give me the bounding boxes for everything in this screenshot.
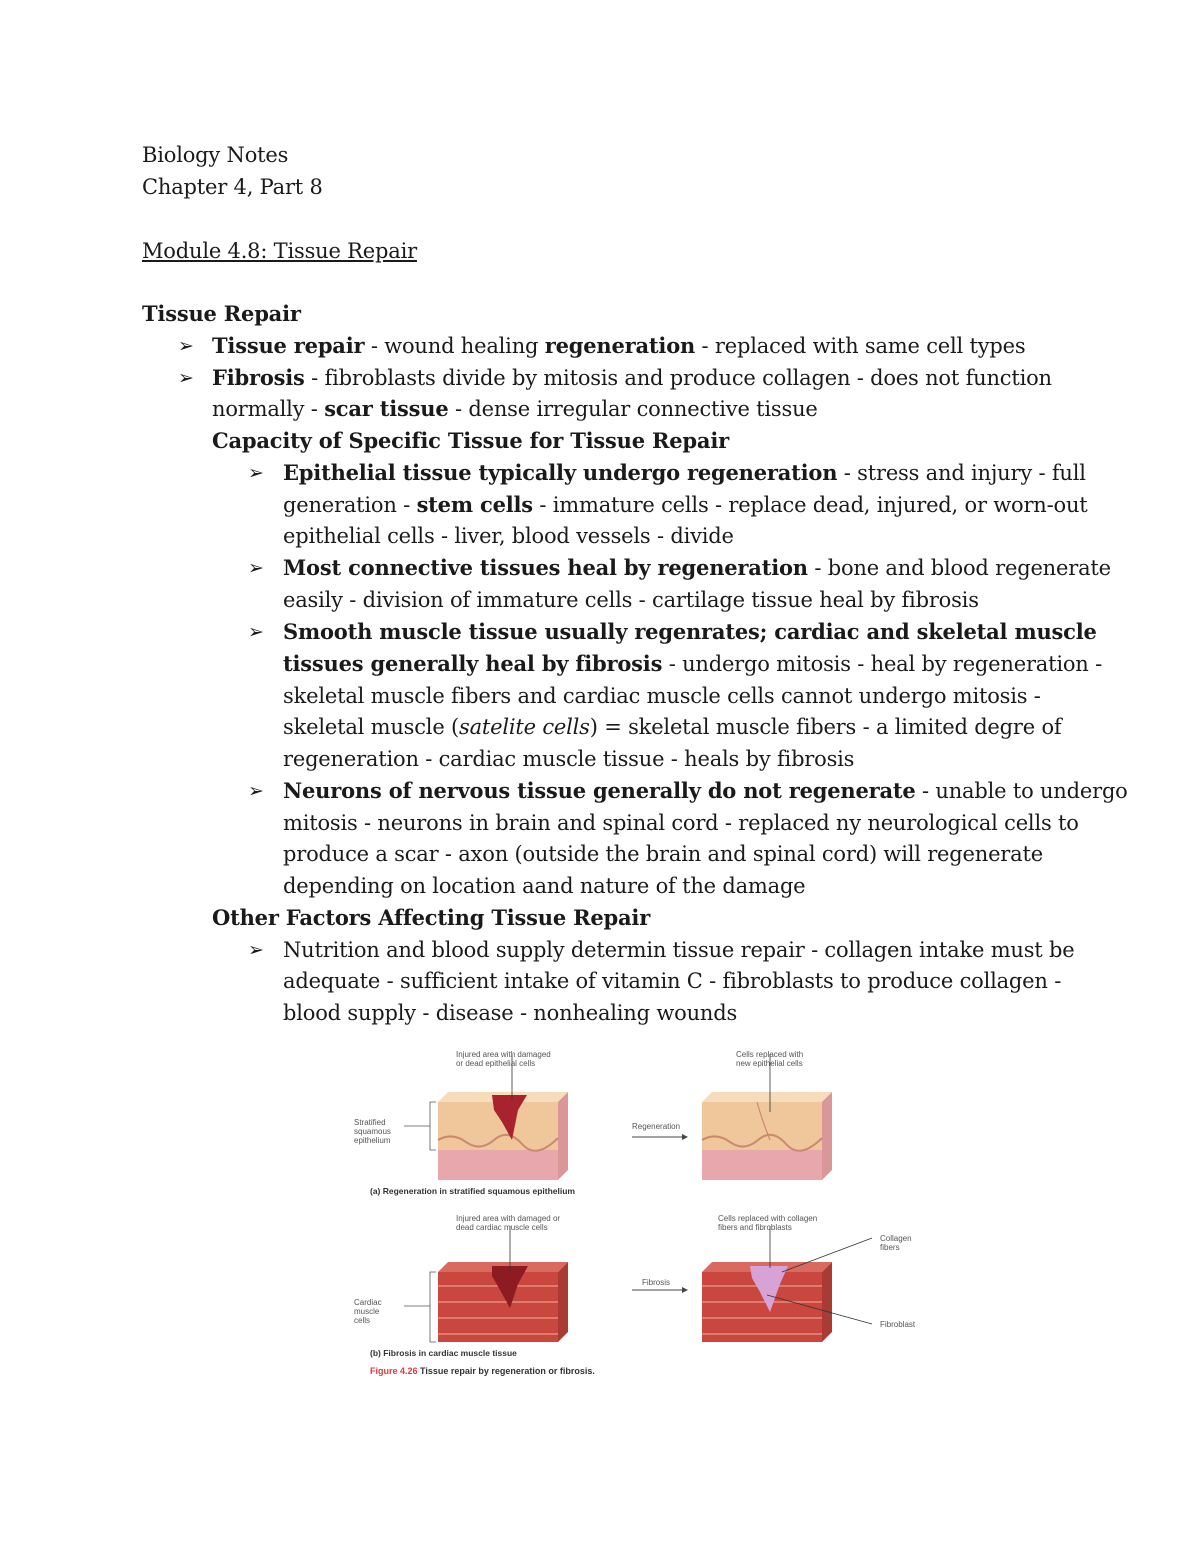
bullet-neurons: Neurons of nervous tissue generally do not regenerate - unable to undergo — [283, 778, 1128, 803]
bullet-nutrition-cont: adequate - sufficient intake of vitamin C - fibroblasts to produce collagen - — [283, 969, 1062, 993]
module-heading: Module 4.8: Tissue Repair — [142, 239, 417, 263]
doc-title: Biology Notes — [142, 143, 289, 167]
epithelium-regenerated-block — [702, 1054, 832, 1180]
label-cardiac-cells: Cardiac muscle cells — [354, 1298, 382, 1325]
tissue-repair-figure — [352, 1040, 932, 1385]
bullet-arrow-icon: ➢ — [248, 939, 264, 961]
bullet-connective-cont: easily - division of immature cells - cartilage tissue heal by fibrosis — [283, 588, 979, 612]
bullet-muscle-cont: tissues generally heal by fibrosis - undergo mitosis - heal by regeneration - — [283, 651, 1103, 676]
bullet-nutrition-cont2: blood supply - disease - nonhealing wounds — [283, 1001, 738, 1025]
label-injured-cardiac: Injured area with damaged or dead cardiac muscle cells — [456, 1214, 561, 1232]
bullet-arrow-icon: ➢ — [248, 621, 264, 643]
bullet-epithelial-cont: generation - stem cells - immature cells - replace dead, injured, or worn-out — [283, 492, 1088, 517]
label-stratified: Stratified squamous epithelium — [354, 1118, 391, 1145]
bullet-muscle-cont2: skeletal muscle fibers and cardiac muscle cells cannot undergo mitosis - — [283, 684, 1041, 708]
cardiac-injured-block — [438, 1226, 568, 1342]
bullet-neurons-cont: mitosis - neurons in brain and spinal cord - replaced ny neurological cells to — [283, 811, 1079, 835]
figure-illustration — [352, 1040, 932, 1385]
bullet-epithelial: Epithelial tissue typically undergo regeneration - stress and injury - full — [283, 460, 1086, 485]
label-fibrosis: Fibrosis — [642, 1278, 671, 1287]
bullet-arrow-icon: ➢ — [248, 780, 264, 802]
bullet-fibrosis-cont: normally - scar tissue - dense irregular connective tissue — [212, 396, 818, 421]
bullet-arrow-icon: ➢ — [178, 367, 194, 389]
doc-chapter: Chapter 4, Part 8 — [142, 175, 323, 199]
bullet-arrow-icon: ➢ — [178, 335, 194, 357]
cardiac-fibrosis-block — [702, 1226, 872, 1342]
bullet-connective: Most connective tissues heal by regeneration - bone and blood regenerate — [283, 555, 1111, 580]
label-replaced-collagen: Cells replaced with collagen fibers and fibroblasts — [718, 1214, 818, 1232]
section-heading: Tissue Repair — [142, 301, 301, 326]
bullet-tissue-repair: Tissue repair - wound healing regeneration - replaced with same cell types — [212, 333, 1026, 358]
caption-a: (a) Regeneration in stratified squamous epithelium — [370, 1186, 575, 1196]
other-factors-heading: Other Factors Affecting Tissue Repair — [212, 905, 651, 930]
figure-title: Figure 4.26 Tissue repair by regeneration or fibrosis. — [370, 1366, 595, 1376]
bullet-fibrosis: Fibrosis - fibroblasts divide by mitosis and produce collagen - does not function — [212, 365, 1052, 390]
caption-b: (b) Fibrosis in cardiac muscle tissue — [370, 1348, 517, 1358]
label-injured-epithelial: Injured area with damaged or dead epithelial cells — [456, 1050, 551, 1068]
bullet-muscle-cont4: regeneration - cardiac muscle tissue - heals by fibrosis — [283, 747, 855, 771]
bullet-arrow-icon: ➢ — [248, 557, 264, 579]
bullet-muscle: Smooth muscle tissue usually regenrates; cardiac and skeletal muscle — [283, 619, 1097, 644]
bullet-neurons-cont2: produce a scar - axon (outside the brain and spinal cord) will regenerate — [283, 842, 1043, 866]
capacity-heading: Capacity of Specific Tissue for Tissue Repair — [212, 428, 729, 453]
bullet-epithelial-cont2: epithelial cells - liver, blood vessels - divide — [283, 524, 734, 548]
bullet-muscle-cont3: skeletal muscle (satelite cells) = skeletal muscle fibers - a limited degre of — [283, 715, 1062, 739]
bullet-arrow-icon: ➢ — [248, 462, 264, 484]
bullet-neurons-cont3: depending on location aand nature of the damage — [283, 874, 806, 898]
label-regeneration: Regeneration — [632, 1122, 681, 1131]
label-replaced-epithelial: Cells replaced with new epithelial cells — [736, 1050, 804, 1068]
label-collagen-fibers: Collagen fibers — [880, 1234, 912, 1252]
epithelium-injured-block — [438, 1054, 568, 1180]
label-fibroblast: Fibroblast — [880, 1320, 916, 1329]
bullet-nutrition: Nutrition and blood supply determin tissue repair - collagen intake must be — [283, 938, 1075, 962]
